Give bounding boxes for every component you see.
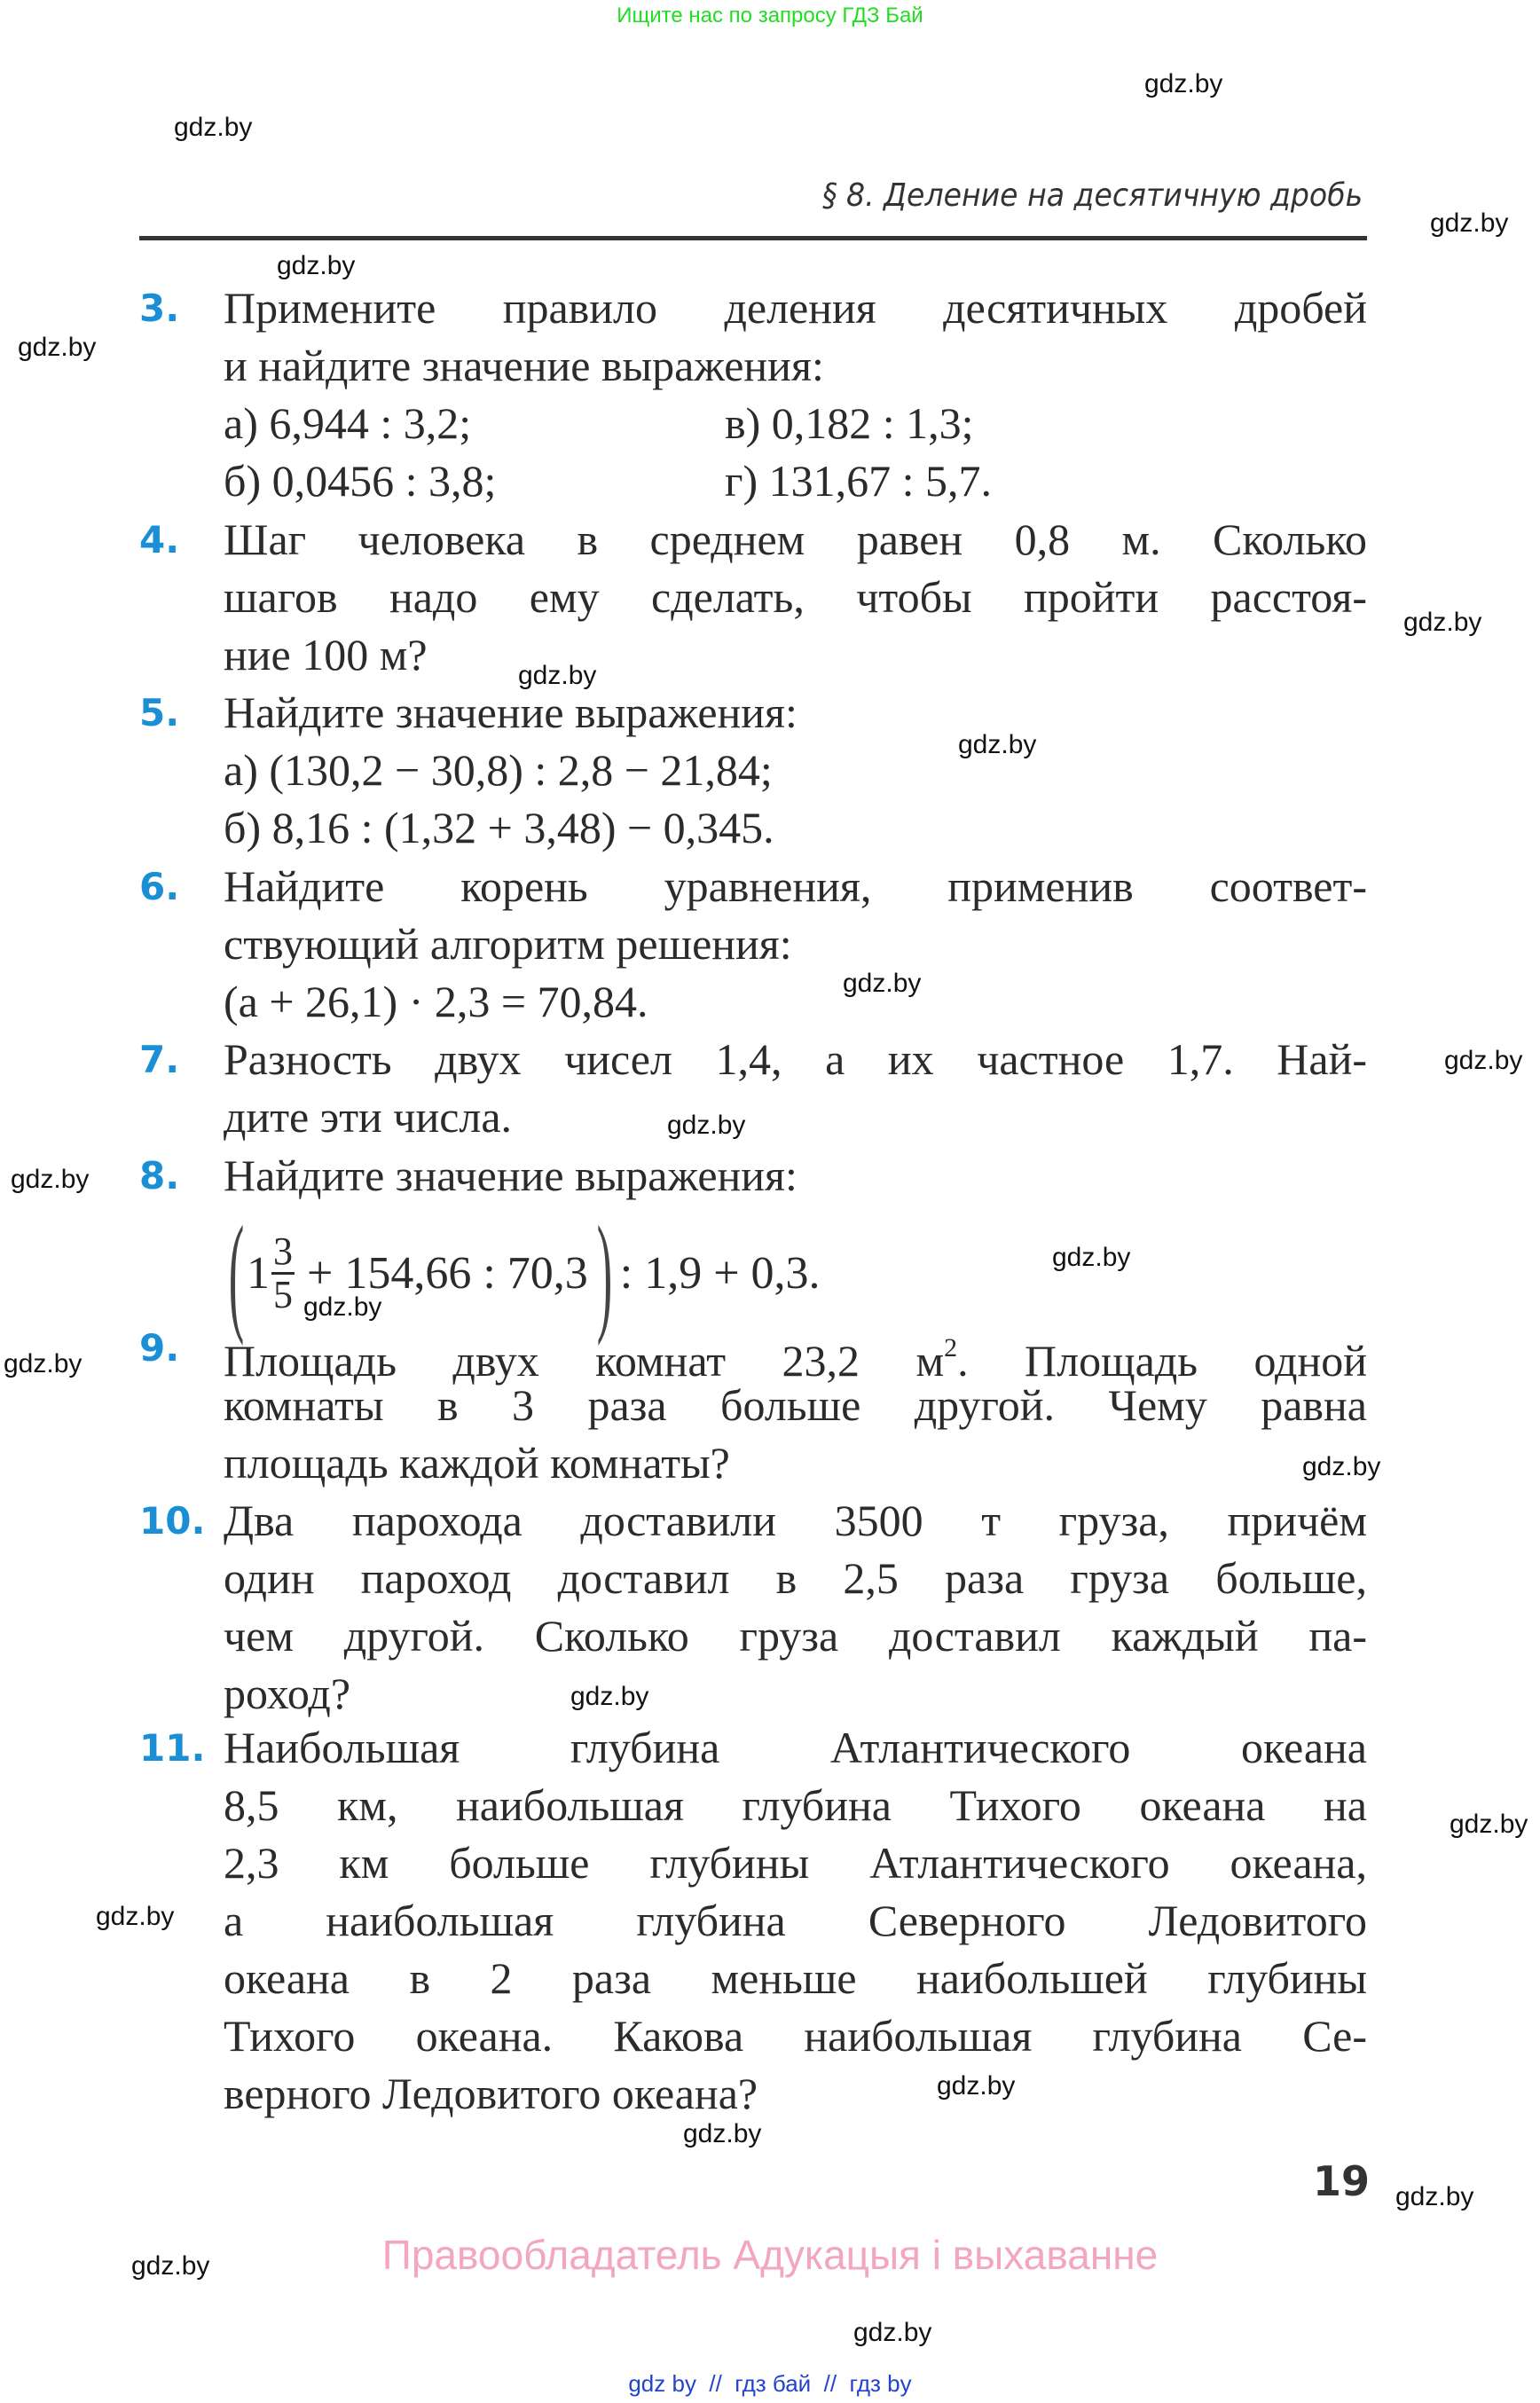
problem-item: а) 6,944 : 3,2; — [224, 398, 472, 448]
fraction-denominator: 5 — [273, 1272, 293, 1316]
problem-line: ние 100 м? — [224, 630, 428, 679]
expression-inner: + 154,66 : 70,3 — [307, 1247, 588, 1299]
problem-line: 8,5 км, наибольшая глубина Тихого океана на — [224, 1780, 1367, 1830]
equation: (a + 26,1) · 2,3 = 70,84. — [224, 977, 648, 1026]
left-paren: ( — [228, 1199, 245, 1347]
watermark: gdz.by — [1395, 2182, 1474, 2211]
problem-line: верного Ледовитого океана? — [224, 2069, 758, 2118]
watermark: gdz.by — [518, 661, 597, 690]
problem-5 — [224, 684, 1367, 857]
problem-number: 4. — [139, 518, 180, 561]
watermark: gdz.by — [131, 2251, 210, 2281]
problem-line: Шаг человека в среднем равен 0,8 м. Сколько — [224, 514, 1367, 564]
problem-line: шагов надо ему сделать, чтобы пройти расстоя- — [224, 572, 1367, 622]
watermark: gdz.by — [1052, 1243, 1131, 1272]
text-run: Площадь двух комнат 23,2 м — [224, 1336, 945, 1386]
problem-line: Найдите корень уравнения, применив соответ- — [224, 861, 1367, 911]
watermark: gdz.by — [1450, 1810, 1528, 1839]
page-number: 19 — [1313, 2157, 1371, 2205]
problem-number: 5. — [139, 691, 180, 734]
fraction — [271, 1231, 295, 1315]
watermark: gdz.by — [174, 113, 253, 142]
problem-number: 9. — [139, 1326, 180, 1370]
problem-line: и найдите значение выражения: — [224, 341, 824, 390]
problem-line: один пароход доставил в 2,5 раза груза больше, — [224, 1553, 1367, 1603]
problem-9 — [224, 1319, 1367, 1492]
problem-line: Найдите значение выражения: — [224, 687, 798, 737]
problem-number: 3. — [139, 287, 180, 330]
problem-line: Примените правило деления десятичных дробей — [224, 283, 1367, 333]
problem-item: в) 0,182 : 1,3; — [725, 398, 974, 448]
problem-line: площадь каждой комнаты? — [224, 1438, 730, 1488]
copyright-notice: Правообладатель Адукацыя і выхаванне — [381, 2232, 1159, 2278]
problem-line: Разность двух чисел 1,4, а их частное 1,7. Най- — [224, 1034, 1367, 1084]
problem-number: 7. — [139, 1038, 180, 1081]
watermark: gdz.by — [277, 251, 356, 280]
problem-line: а наибольшая глубина Северного Ледовитого — [224, 1896, 1367, 1945]
footer-links[interactable]: gdz by // гдз бай // гдз by — [628, 2370, 912, 2397]
problem-item: г) 131,67 : 5,7. — [725, 456, 993, 506]
fraction-numerator: 3 — [273, 1229, 293, 1273]
watermark: gdz.by — [843, 969, 922, 998]
problem-line: Наибольшая глубина Атлантического океана — [224, 1723, 1367, 1772]
watermark: gdz.by — [11, 1165, 90, 1194]
problem-line: роход? — [224, 1669, 351, 1718]
watermark: gdz.by — [958, 730, 1037, 759]
problem-line: Тихого океана. Какова наибольшая глубина Се- — [224, 2011, 1367, 2061]
problem-line: Два парохода доставили 3500 т груза, причём — [224, 1496, 1367, 1545]
expression-outer: : 1,9 + 0,3. — [619, 1247, 821, 1299]
problem-line: дите эти числа. — [224, 1092, 513, 1142]
search-banner[interactable]: Ищите нас по запросу ГДЗ Бай — [617, 4, 923, 27]
problem-number: 6. — [139, 865, 180, 908]
problem-line: ствующий алгоритм решения: — [224, 919, 792, 969]
watermark: gdz.by — [1144, 69, 1223, 98]
watermark: gdz.by — [18, 333, 97, 362]
header-rule — [139, 236, 1367, 240]
problem-items-row — [224, 395, 1367, 452]
watermark: gdz.by — [303, 1292, 382, 1322]
watermark: gdz.by — [570, 1682, 649, 1711]
problem-7 — [224, 1031, 1367, 1146]
math-expression — [220, 1199, 821, 1347]
problem-10 — [224, 1492, 1367, 1723]
problem-11 — [224, 1719, 1367, 2123]
problem-item: б) 0,0456 : 3,8; — [224, 456, 497, 506]
mixed-whole: 1 — [247, 1247, 270, 1299]
problem-line: б) 8,16 : (1,32 + 3,48) − 0,345. — [224, 803, 774, 852]
problem-8 — [224, 1147, 1367, 1205]
watermark: gdz.by — [4, 1349, 82, 1378]
watermark: gdz.by — [1430, 208, 1509, 238]
problem-line: а) (130,2 − 30,8) : 2,8 − 21,84; — [224, 745, 773, 795]
problem-line: чем другой. Сколько груза доставил каждый па- — [224, 1611, 1367, 1661]
problem-number: 11. — [139, 1726, 206, 1770]
problem-number: 10. — [139, 1499, 206, 1543]
problem-items-row — [224, 452, 1367, 510]
text-run: . Площадь одной — [957, 1336, 1367, 1386]
problem-line: комнаты в 3 раза больше другой. Чему равна — [224, 1380, 1367, 1430]
watermark: gdz.by — [1403, 608, 1482, 637]
problem-3 — [224, 279, 1367, 510]
problem-line — [224, 1319, 1367, 1386]
problem-line: Найдите значение выражения: — [224, 1150, 798, 1200]
problem-6 — [224, 858, 1367, 1031]
watermark: gdz.by — [1302, 1452, 1381, 1481]
watermark: gdz.by — [96, 1902, 175, 1931]
problem-line: 2,3 км больше глубины Атлантического океана, — [224, 1838, 1367, 1888]
watermark: gdz.by — [667, 1111, 746, 1140]
problem-number: 8. — [139, 1154, 180, 1198]
watermark: gdz.by — [937, 2071, 1016, 2101]
problem-line: океана в 2 раза меньше наибольшей глубины — [224, 1953, 1367, 2003]
watermark: gdz.by — [683, 2119, 762, 2148]
problem-4 — [224, 511, 1367, 684]
watermark: gdz.by — [1444, 1046, 1523, 1075]
running-head-title: § 8. Деление на десятичную дробь — [821, 177, 1363, 214]
right-paren: ) — [596, 1199, 613, 1347]
superscript: 2 — [944, 1333, 958, 1362]
watermark: gdz.by — [853, 2318, 932, 2347]
